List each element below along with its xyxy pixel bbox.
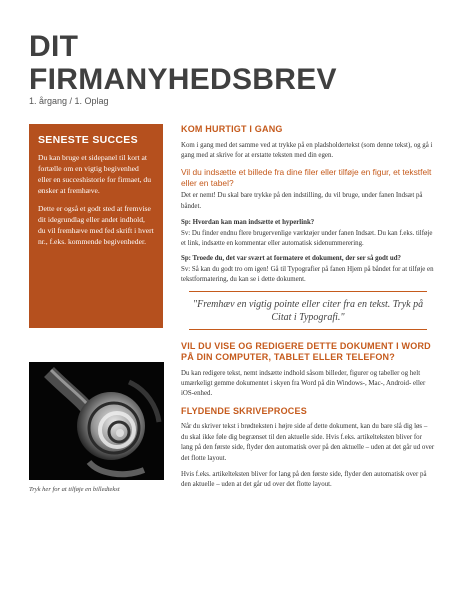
main-column: [181, 124, 435, 497]
article-3-paragraph-1[interactable]: Når du skriver tekst i brødteksten i højre side af dette dokument, kan du bare slå dig løs – du skal ikke føle dig begrænset til den aktuelle side. Hvis f.eks. artikelteksten bliver for lang på den første side, flyder den automatisk over på den aktuelle – uden at det går ud over det flotte layout.: [181, 423, 435, 462]
pull-quote[interactable]: "Fremhæv en vigtig pointe eller citer fra en tekst. Tryk på Citat i Typografi.": [189, 291, 427, 330]
qa-block-2[interactable]: [181, 254, 435, 285]
sidebar-panel[interactable]: [29, 124, 163, 328]
article-2-heading[interactable]: VIL DU VISE OG REDIGERE DETTE DOKUMENT I WORD PÅ DIN COMPUTER, TABLET ELLER TELEFON?: [181, 340, 431, 363]
answer-2: Sv: Så kan du godt tro om igen! Gå til Typografier på fanen Hjem på båndet for at tilføje en tekstformatering, du kan se i dette dokument.: [181, 265, 434, 284]
title-line-1: DIT: [29, 30, 79, 63]
article-3-heading[interactable]: FLYDENDE SKRIVEPROCES: [181, 405, 307, 416]
article-1-subheading[interactable]: Vil du indsætte et billede fra dine filer eller tilføje en figur, et tekstfelt eller en tabel?: [181, 167, 432, 188]
sidebar-paragraph-1[interactable]: Du kan bruge et sidepanel til kort at fortælle om en vigtig begivenhed eller en succeshistorie for firmaet, du ønsker at fremhæve.: [38, 153, 152, 195]
article-3-paragraph-2[interactable]: Hvis f.eks. artikelteksten bliver for lang på den første side, flyder den automatisk over på den aktuelle – uden at det går ud over det flotte layout.: [181, 470, 427, 489]
photo-caption[interactable]: Tryk her for at tilføje en billedtekst: [29, 486, 120, 493]
question-1: Sp: Hvordan kan man indsætte et hyperlink?: [181, 219, 315, 227]
question-2: Sp: Troede du, det var svært at formatere et dokument, der ser så godt ud?: [181, 255, 401, 263]
issue-info: 1. årgang / 1. Oplag: [29, 96, 109, 106]
sidebar-heading[interactable]: SENESTE SUCCES: [38, 134, 138, 146]
newsletter-title: [29, 30, 337, 96]
sidebar-paragraph-2[interactable]: Dette er også et godt sted at fremvise dit idegrundlag eller andet indhold, du vil fremhæve med fed skrift i hvert nr., f.eks. kommende begivenheder.: [38, 204, 154, 246]
article-1-intro[interactable]: Kom i gang med det samme ved at trykke på en pladsholdertekst (som denne tekst), og gå i gang med at skrive for at erstatte teksten med din egen.: [181, 141, 433, 159]
title-line-2: FIRMANYHEDSBREV: [29, 63, 337, 96]
answer-1: Sv: Du finder endnu flere brugervenlige værktøjer under fanen Indsæt. Du kan f.eks. tilføje et link, indsætte en kommentar eller automatisk sidenummerering.: [181, 229, 433, 247]
article-2-paragraph[interactable]: Du kan redigere tekst, nemt indsætte indhold såsom billeder, figurer og tabeller og helt umærkeligt gemme dokumentet i skyen fra Word på din Windows-, Mac-, Android- eller iOS-enhed.: [181, 369, 426, 398]
qa-block-1[interactable]: [181, 218, 435, 249]
violin-scroll-photo[interactable]: [29, 362, 164, 480]
article-1-heading[interactable]: KOM HURTIGT I GANG: [181, 124, 283, 134]
violin-scroll-image: [29, 362, 164, 480]
article-1-paragraph[interactable]: Det er nemt! Du skal bare trykke på den indstilling, du vil bruge, under fanen Indsæt på båndet.: [181, 192, 423, 210]
